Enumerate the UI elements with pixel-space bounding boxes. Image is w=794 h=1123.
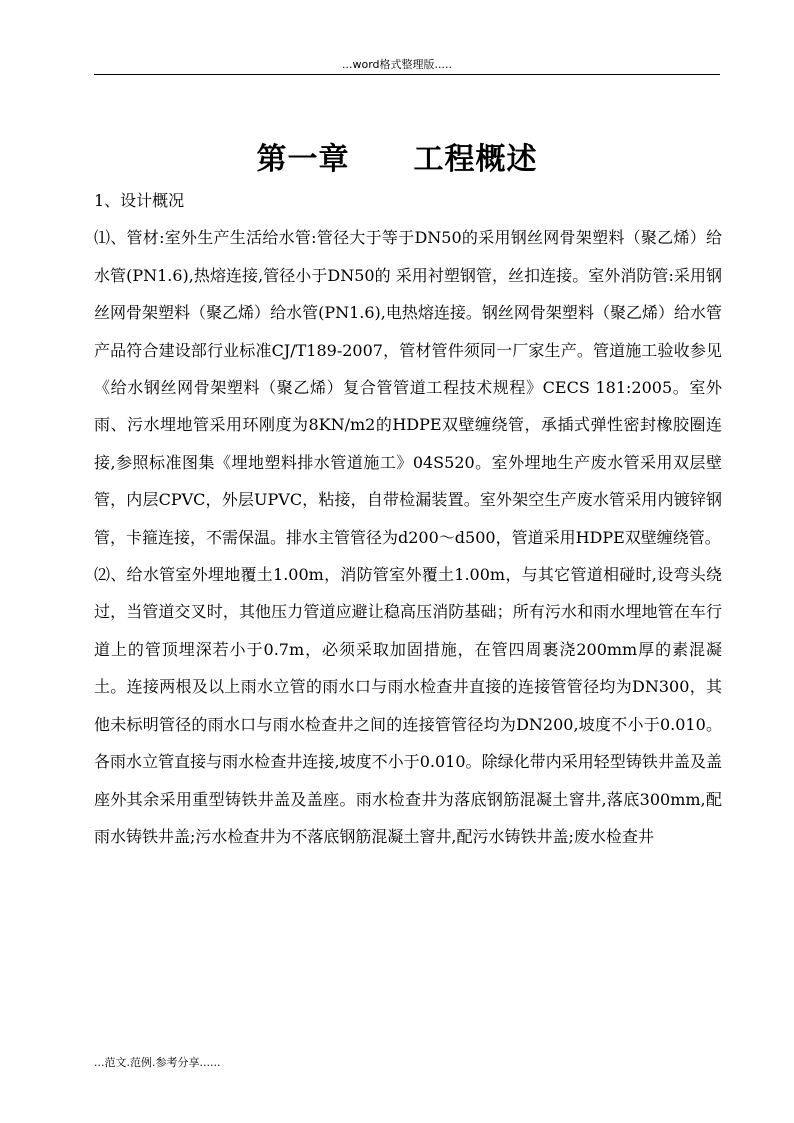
page-header: ...word格式整理版..... xyxy=(341,58,452,71)
chapter-title xyxy=(0,134,794,178)
document-body xyxy=(94,182,722,855)
chapter-name: 工程概述 xyxy=(413,142,538,177)
paragraph-materials: ⑴、管材:室外生产生活给水管:管径大于等于DN50的采用钢丝网骨架塑料（聚乙烯）给水管(PN1.6),热熔连接,管径小于DN50的 采用衬塑钢管，丝扣连接。室外消防管:采用钢丝网骨架塑料（聚乙烯）给水管(PN1.6),电热熔连接。钢丝网骨架塑料（聚乙烯）给水管产品符合建设部行业标准CJ/T189-2007，管材管件须同一厂家生产。管道施工验收参见《给水钢丝网骨架塑料（聚乙烯）复合管管道工程技术规程》CECS 181:2005。室外雨、污水埋地管采用环刚度为8KN/m2的HDPE双壁缠绕管，承插式弹性密封橡胶圈连接,参照标准图集《埋地塑料排水管道施工》04S520。室外埋地生产废水管采用双层壁管，内层CPVC，外层UPVC，粘接，自带检漏装置。室外架空生产废水管采用内镀锌钢管，卡箍连接，不需保温。排水主管管径为d200～d500，管道采用HDPE双壁缠绕管。 xyxy=(94,228,722,547)
chapter-number: 第一章 xyxy=(256,142,350,177)
paragraph-burial: ⑵、给水管室外埋地覆土1.00m，消防管室外覆土1.00m，与其它管道相碰时,设弯头绕过，当管道交叉时，其他压力管道应避让稳高压消防基础；所有污水和雨水埋地管在车行道上的管顶埋深若小于0.7m，必须采取加固措施，在管四周裹浇200mm厚的素混凝土。连接两根及以上雨水立管的雨水口与雨水检查井直接的连接管管径均为DN300，其他未标明管径的雨水口与雨水检查井之间的连接管管径均为DN200,坡度不小于0.010。各雨水立管直接与雨水检查井连接,坡度不小于0.010。除绿化带内采用轻型铸铁井盖及盖座外其余采用重型铸铁井盖及盖座。雨水检查井为落底钢筋混凝土窨井,落底300mm,配雨水铸铁井盖;污水检查井为不落底钢筋混凝土窨井,配污水铸铁井盖;废水检查井 xyxy=(94,565,722,846)
section-heading: 1、设计概况 xyxy=(94,191,185,210)
header-divider xyxy=(94,74,720,75)
page-footer: ...范文.范例.参考分享...... xyxy=(94,1056,221,1069)
